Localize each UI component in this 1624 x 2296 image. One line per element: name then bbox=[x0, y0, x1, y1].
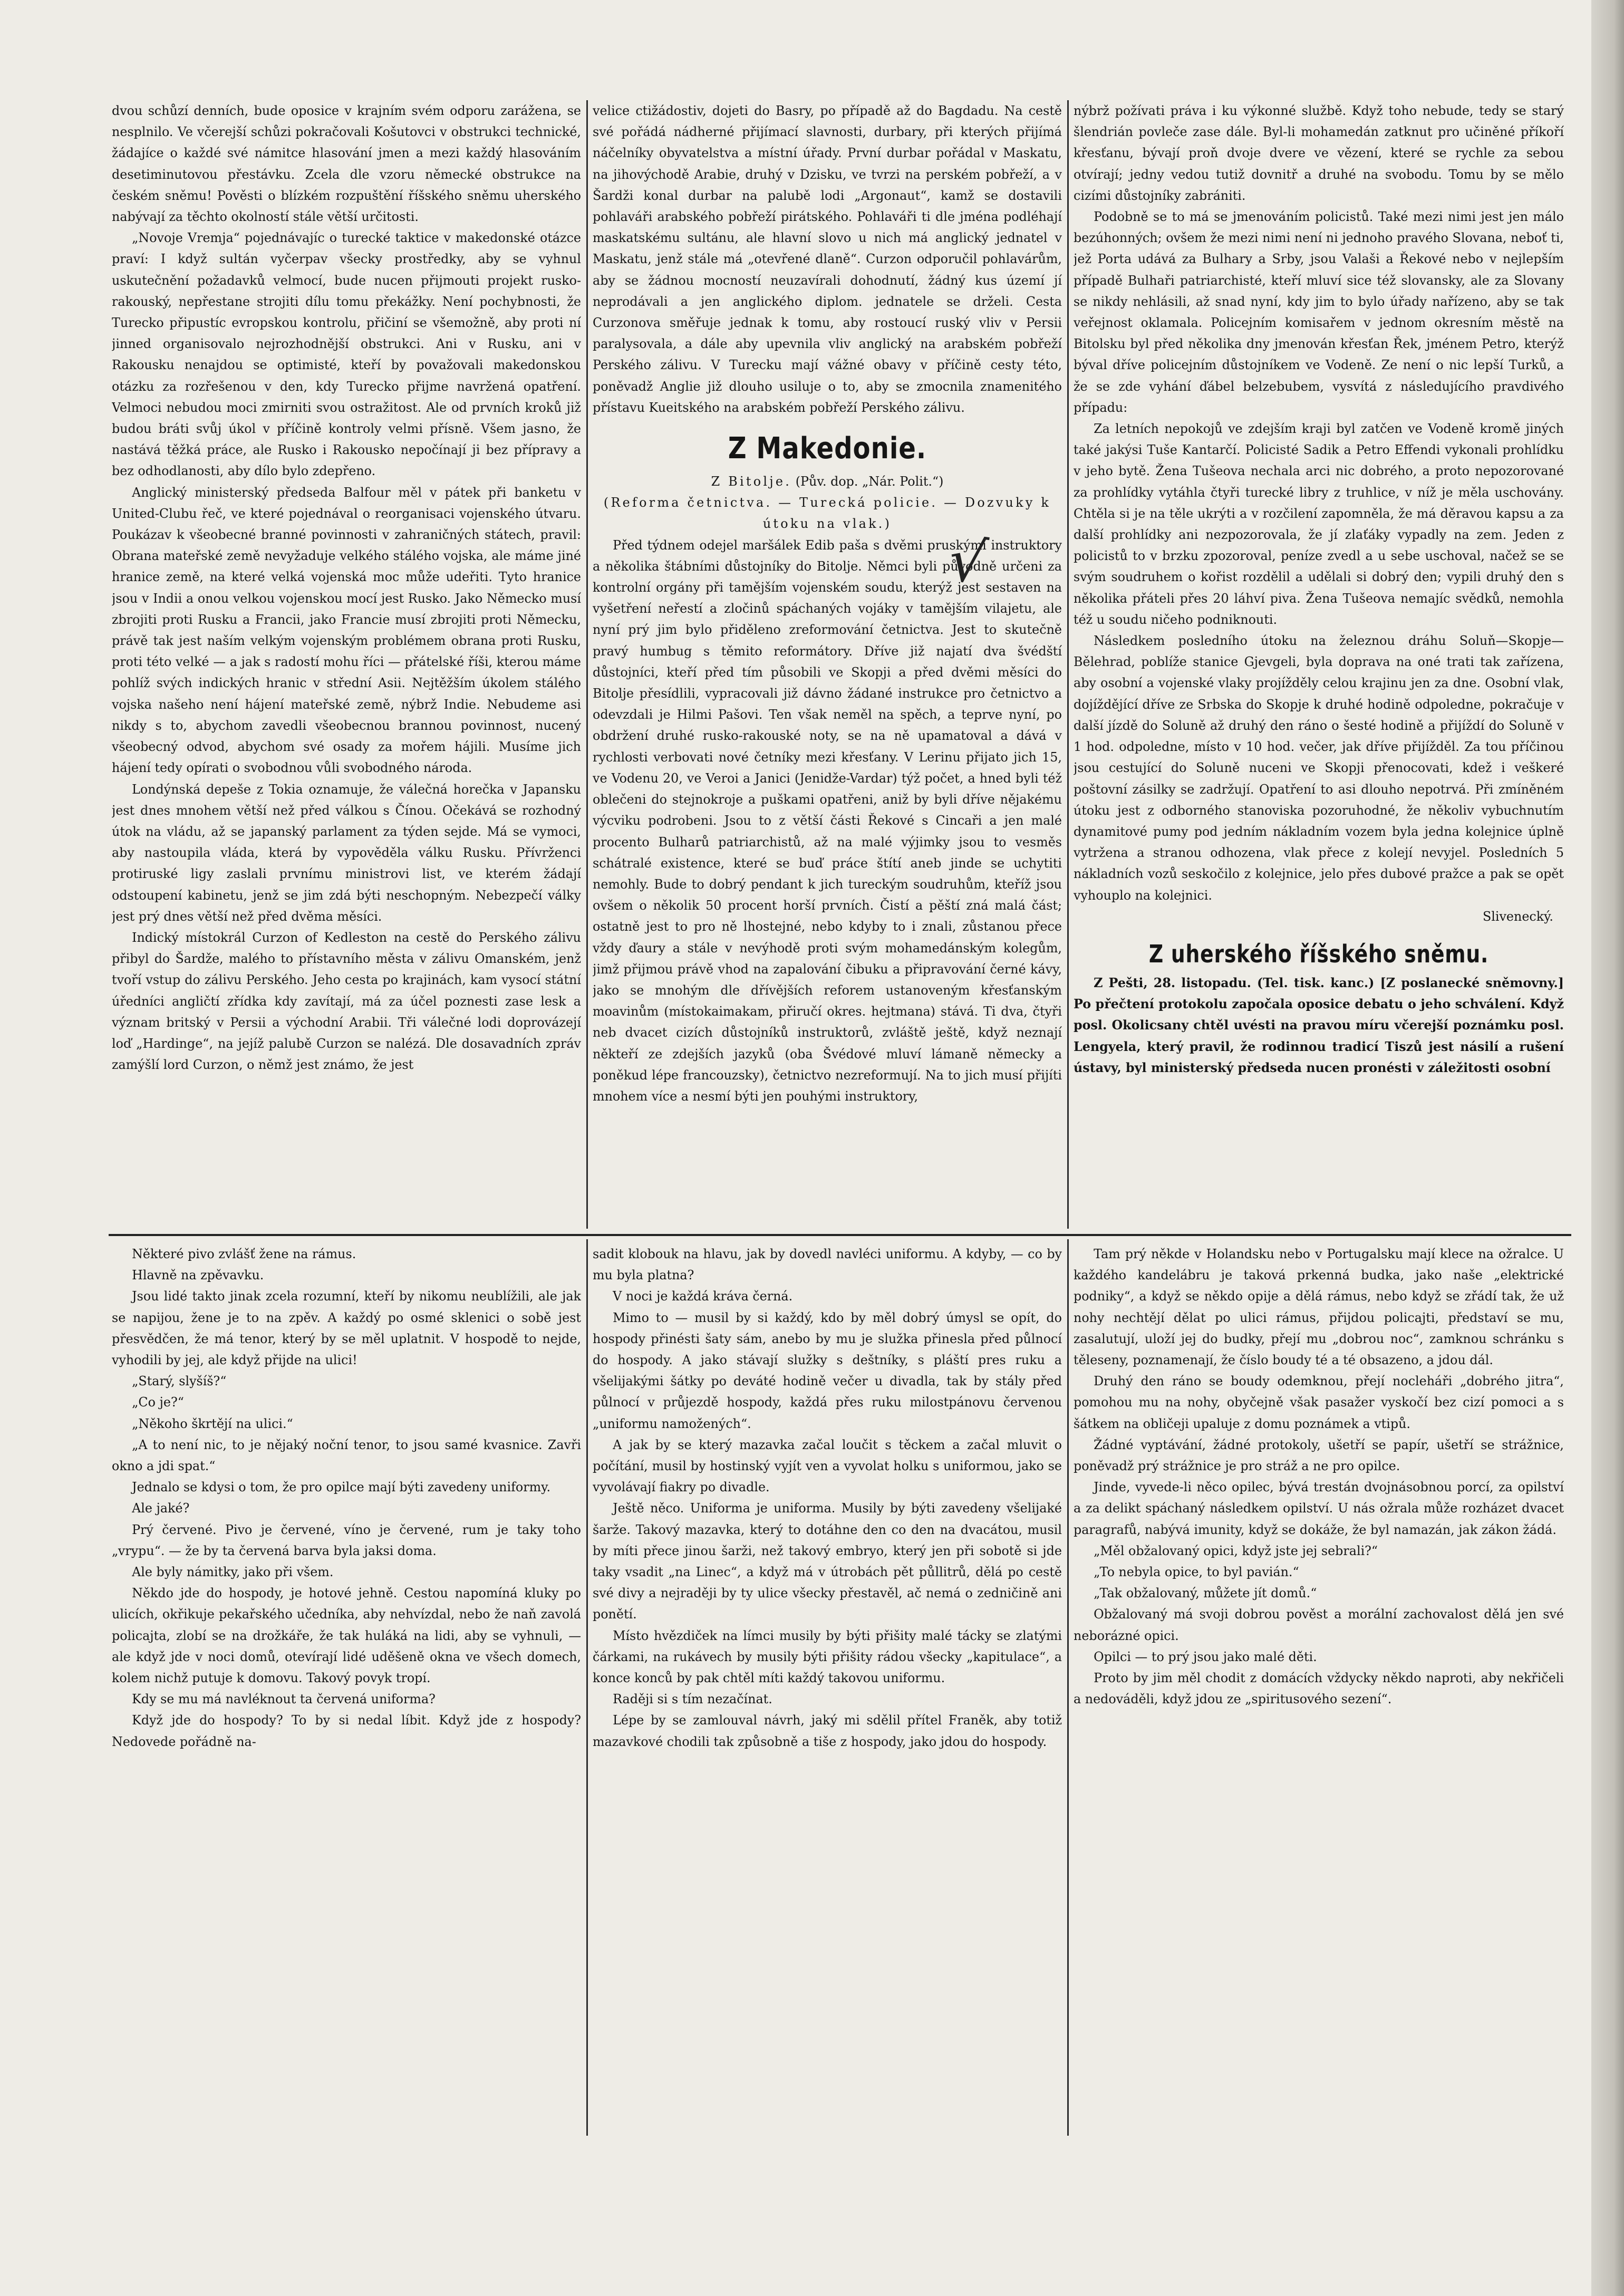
paragraph: Někdo jde do hospody, je hotové jehně. Cestou napomíná kluky po ulicích, okřikuje pekařského učedníka, aby nehvízdal, nebo že naň zavolá policajta, zlobí se na drožkáře, že tak huláká na lidi, aby se vyhnuli, — ale když jde v noci domů, otevírají lidé uděšeně okna ve všech domech, kolem nichž putuje k domovu. Takový povyk tropí. bbox=[112, 1586, 581, 1686]
paragraph: dvou schůzí denních, bude oposice v krajním svém odporu zarážena, se nesplnilo. Ve včerejší schůzi pokračovali Košutovci v obstrukci technické, žádajíce o každé své námitce hlasování jmen a mezi každý hlasováním desetiminutovou přestávku. Zcela dle vzoru německé obstrukce na českém sněmu! Pověsti o blízkém rozpuštění říšského sněmu uherského nabývají za těchto okolností stále větší určitosti. bbox=[112, 103, 581, 225]
feuilleton-column-2 bbox=[593, 1243, 1062, 2135]
paragraph: Obžalovaný má svoji dobrou pověst a morální zachovalost dělá jen své neborázné opici. bbox=[1074, 1607, 1564, 1643]
paragraph: A jak by se který mazavka začal loučit s těckem a začal mluvit o počítání, musil by hostinský vyjít ven a vyvolat holku s uniformou, jako se vyvolávají fiakry po divadle. bbox=[593, 1437, 1062, 1495]
paragraph: Druhý den ráno se boudy odemknou, přejí nocleháři „dobrého jitra“, pomohou mu na nohy, obyčejně však pasažer vyskočí bez cizí pomoci a s šátkem na obličeji upaluje z domu poznámek a vtipů. bbox=[1074, 1374, 1564, 1431]
paragraph: „Novoje Vremja“ pojednávajíc o turecké taktice v makedonské otázce praví: I když sultán vyčerpav všecky prostředky, aby se vyhnul uskutečnění požadavků velmocí, bude nucen přijmouti projekt rusko-rakouský, nepřestane strojiti dílu tomu překážky. Není pochybnosti, že Turecko připustíc evropskou kontrolu, přičiní se všemožně, aby proti ní jinned organisovalo nejrozhodnější obstrukci. Ani v Rusku, ani v Rakousku nenajdou se optimisté, kteří by považovali makedonskou otázku za rozřešenou v den, kdy Turecko přijme navržená opatření. Velmoci nebudou moci zmirniti svou ostražitost. Ale od prvních kroků již budou bráti svůj úkol v příčině kontroly velmi přísně. Všem jasno, že nastává těžká práce, ale Rusko i Rakousko nepočínají ji bez přípravy a bez odhodlanosti, aby dílo bylo zdepřeno. bbox=[112, 230, 581, 479]
paragraph: Když jde do hospody? To by si nedal líbit. Když jde z hospody? Nedovede pořádně na- bbox=[112, 1713, 581, 1749]
column-rule-2 bbox=[1067, 100, 1069, 1229]
paragraph: V noci je každá kráva černá. bbox=[613, 1289, 793, 1304]
paragraph: Jednalo se kdysi o tom, že pro opilce mají býti zavedeny uniformy. bbox=[132, 1480, 551, 1495]
paragraph: Podobně se to má se jmenováním policistů. Také mezi nimi jest jen málo bezúhonných; ovšem že mezi nimi není ni jednoho pravého Slovana, neboť ti, jež Porta udává za Bulhary a Srby, jsou Valaši a Řekové nebo v nejlepším případě Bulhaři patriarchisté, kteří mluví sice též slovansky, ale za Slovany se nikdy nehlásili, až snad nyní, kdy jim to bylo úřady nařízeno, aby se tak veřejnost oklamala. Policejním komisařem v jednom okresním městě na Bitolsku byl před několika dny jmenován křesťan Řek, jménem Petro, kterýž býval dříve policejním důstojníkem ve Vodeně. Ze není o nic lepší Turků, a že se zde vyhání ďábel belzebubem, vysvítá z následujícího pravdivého případu: bbox=[1074, 209, 1564, 415]
paragraph: „Starý, slyšíš?“ bbox=[132, 1374, 227, 1389]
column-rule-1 bbox=[586, 100, 588, 1229]
paragraph: „Měl obžalovaný opici, když jste jej sebrali?“ bbox=[1094, 1543, 1378, 1558]
paragraph-text: [Z poslanecké sněmovny.] Po přečtení protokolu započala oposice debatu o jeho schválení. Když posl. Okolicsany chtěl uvésti na pravou míru včerejší poznámku posl. Lengyela, který pravil, že rodinnou tradicí Tiszů jest násilí a rušení ústavy, byl ministerský předseda nucen pronésti v záležitosti osobní bbox=[1074, 975, 1564, 1075]
headline-makedonie: Z Makedonie. bbox=[728, 431, 927, 466]
paragraph: Opilci — to prý jsou jako malé děti. bbox=[1094, 1649, 1317, 1664]
paragraph: Za letních nepokojů ve zdejším kraji byl zatčen ve Vodeně kromě jiných také jakýsi Tuše Kantarčí. Policisté Sadik a Petro Effendi vykonali prohlídku v jeho bytě. Žena Tušeova nechala arci nic dobrého, a proto nepozorované za prohlídky vytáhla čtyři turecké libry z truhlice, v níž je měla uschovány. Chtěla si je na těle ukrýti a v rozčilení zapomněla, že má děravou kapsu a za další prohlídky ani nezpozorovala, že jí zlaťáky vypadly na zem. Jeden z policistů to v brzku zpozoroval, peníze zvedl a u sebe uschoval, načež se se svým soudruhem o kořist rozdělil a udělali si dobrý den; vypili druhý den s několika přáteli přes 20 láhví piva. Žena Tušeova nemajíc svědků, nemohla též u soudu ničeho podniknouti. bbox=[1074, 421, 1564, 627]
column-3 bbox=[1074, 100, 1564, 1229]
signature: Slivenecký. bbox=[1482, 909, 1553, 924]
column-rule-4 bbox=[1067, 1239, 1069, 2136]
column-1 bbox=[112, 100, 581, 1229]
paragraph: Jinde, vyvede-li něco opilec, bývá trestán dvojnásobnou porcí, za opilství a za delikt spáchaný následkem opilství. U nás ožrala může rozházet dvacet paragrafů, nabývá imunity, když se dokáže, že byl namazán, jak zákon žádá. bbox=[1074, 1480, 1564, 1537]
paragraph: „To nebyla opice, to byl pavián.“ bbox=[1094, 1565, 1299, 1580]
paragraph: Raději si s tím nezačínat. bbox=[613, 1692, 772, 1707]
paragraph: nýbrž požívati práva i ku výkonné službě. Když toho nebude, tedy se starý šlendrián povleče zase dále. Byl-li mohamedán zatknut pro učiněné příkoří křesťanu, bývají proň dvoje dvere ve vězení, které se rychle za sebou otvírají; jedny vedou tutiž dovnitř a druhé na svobodu. Tomu by se mělo cizími důstojníky zabrániti. bbox=[1074, 103, 1564, 203]
headline-uhersky-snem: Z uherského říšského sněmu. bbox=[1148, 939, 1489, 968]
dateline-city: Z Bitolje. bbox=[711, 474, 792, 489]
subheads: (Reforma četnictva. — Turecká policie. — Dozvuky k útoku na vlak.) bbox=[603, 495, 1051, 532]
paragraph: Ale byly námitky, jako při všem. bbox=[132, 1565, 334, 1580]
paragraph: „A to není nic, to je nějaký noční tenor, to jsou samé kvasnice. Zavři okno a jdi spat.“ bbox=[112, 1437, 581, 1474]
paragraph: Prý červené. Pivo je červené, víno je červené, rum je taky toho „vrypu“. — že by ta červená barva byla jaksi doma. bbox=[112, 1522, 581, 1558]
paragraph: Žádné vyptávání, žádné protokoly, ušetří se papír, ušetří se strážnice, poněvadž prý strážnice je pro stráž a ne pro opilce. bbox=[1074, 1437, 1564, 1474]
paragraph: sadit klobouk na hlavu, jak by dovedl navléci uniformu. A kdyby, — co by mu byla platna? bbox=[593, 1247, 1062, 1283]
page-edge bbox=[1591, 0, 1624, 2296]
paragraph: Proto by jim měl chodit z domácích vždycky někdo naproti, aby nekřičeli a nedováděli, když jdou ze „spiritusového sezení“. bbox=[1074, 1671, 1564, 1707]
paragraph: Hlavně na zpěvavku. bbox=[132, 1268, 264, 1283]
dateline: Z Pešti, 28. listopadu. (Tel. tisk. kanc.) bbox=[1094, 975, 1375, 990]
feuilleton-separator bbox=[109, 1234, 1571, 1236]
paragraph: Kdy se mu má navléknout ta červená uniforma? bbox=[132, 1692, 436, 1707]
paragraph: „Někoho škrtějí na ulici.“ bbox=[132, 1416, 293, 1431]
paragraph: Londýnská depeše z Tokia oznamuje, že válečná horečka v Japansku jest dnes mnohem větší než před válkou s Čínou. Očekává se rozhodný útok na vládu, až se japanský parlament za týden sejde. Má se vymoci, aby nastoupila vláda, která by vypověděla válku Rusku. Přívrženci protiruské ligy zaslali prvnímu ministrovi list, ve kterém žádají odstoupení kabinetu, jenž se jim zdá býti neschopným. Nebezpečí války jest prý dnes větší než před dvěma měsíci. bbox=[112, 782, 581, 924]
paragraph: Lépe by se zamlouval návrh, jaký mi sdělil přítel Franěk, aby totiž mazavkové chodili tak způsobně a tiše z hospody, jako jdou do hospody. bbox=[593, 1713, 1062, 1749]
paragraph: Jsou lidé takto jinak zcela rozumní, kteří by nikomu neublížili, ale jak se napijou, žene je to na zpěv. A každý po osmé sklenici o sobě jest přesvědčen, že má tenor, který by se měl uplatnit. V hospodě to nejde, vyhodili by jej, ale když přijde na ulici! bbox=[112, 1289, 581, 1368]
checkmark-annotation-icon: √ bbox=[944, 525, 991, 598]
paragraph: Anglický ministerský předseda Balfour měl v pátek při banketu v United-Clubu řeč, ve které pojednával o reorganisaci vojenského útvaru. Poukázav k všeobecné branné povinnosti v zahraničných státech, pravil: Obrana mateřské země nevyžaduje velkého stálého vojska, ale máme jiné hranice země, na které velká vojenská moc může udeřiti. Tyto hranice jsou v Indii a onou velkou vojenskou mocí jest Rusko. Jako Německo musí zbrojiti proti Rusku a Francii, jako Francie musí zbrojiti proti Německu, právě tak jest naším velkým vojenským problémem obrana proti Rusku, proti této velké — a jak s radostí mohu říci — přátelské říši, kterou máme pohlíž svých indických hranic v střední Asii. Nejtěžším úkolem stálého vojska našeho není hájení mateřské země, nýbrž Indie. Nebudeme asi nikdy s to, abychom zavedli všeobecnou brannou povinnost, nucený všeobecný odvod, abychom své osady za mořem hájili. Musíme jich hájení tedy opírati o svobodnou vůli svobodného národa. bbox=[112, 485, 581, 776]
paragraph: Tam prý někde v Holandsku nebo v Portugalsku mají klece na ožralce. U každého kandelábru je taková prkenná budka, jako naše „elektrické podniky“, a když se někdo opije a dělá rámus, nebo když se zřádí tak, že už nohy nechtějí dělat po ulici rámus, přijdou policajti, představí se mu, zasalutují, uloží jej do budky, přejí mu „dobrou noc“, zamknou schránku s těleseny, poznamenají, že číslo boudy té a té obsazeno, a jdou dál. bbox=[1074, 1247, 1564, 1368]
paragraph: Následkem posledního útoku na železnou dráhu Soluň—Skopje—Bělehrad, poblíže stanice Gjevgeli, byla doprava na oné trati tak zařízena, aby osobní a vojenské vlaky projížděly celou krajinu jen za dne. Osobní vlak, dojíždějící dříve ze Srbska do Skopje k druhé hodině odpoledne, pokračuje v další jízdě do Soluně až druhý den ráno o šesté hodině a přijíždí do Soluně v 1 hod. odpoledne, místo v 10 hod. večer, jak dříve přijížděl. Za tou příčinou jsou cestující do Soluně nuceni ve Skopji přenocovati, kdež i veškeré poštovní zásilky se zadržují. Opatření to asi dlouho nepotrvá. Při zmíněném útoku jest z odborného stanoviska pozoruhodné, že několiv vybuchnutím dynamitové pumy pod jedním nákladním vozem byla jedna kolejnice úplně vytržena a stranou odhozena, vlak přece z kolejí nevyjel. Posledních 5 nákladních vozů seskočilo z kolejnice, jelo přes dubové pražce a pak se opět vyhouplo na kolejnici. bbox=[1074, 633, 1564, 903]
column-2 bbox=[593, 100, 1062, 1229]
dateline bbox=[593, 471, 1062, 492]
paragraph bbox=[1074, 972, 1564, 1078]
feuilleton-column-1 bbox=[112, 1243, 581, 2135]
dateline-source: (Pův. dop. „Nár. Polit.“) bbox=[795, 474, 944, 489]
paragraph: Před týdnem odejel maršálek Edib paša s dvěmi pruskými instruktory a několika štábními důstojníky do Bitolje. Němci byli původně určeni za kontrolní orgány při tamějším vojenském soudu, kterýž jest sestaven na vyšetření neřestí a zločinů spáchaných vojáky v tamějším vilajetu, ale nyní prý jim bylo přiděleno zreformování četnictva. Jest to skutečně pravý humbug s těmito reformátory. Dříve již najatí dva švédští důstojníci, kteří před tím působili ve Skopji a před dvěmi měsíci do Bitolje přesídlili, vypracovali již dávno žádané instrukce pro četnictvo a odevzdali je Hilmi Pašovi. Ten však neměl na spěch, a teprve nyní, po obdržení druhé rusko-rakouské noty, se na ně upamatoval a dává v rychlosti verbovati nové četníky mezi křesťany. V Lerinu přijato jich 15, ve Vodenu 20, ve Veroi a Janici (Jenidže-Vardar) týž počet, a hned byli též oblečeni do stejnokroje a puškami opatřeni, aniž by byli dříve nějakému výcviku podrobeni. Jsou to z větší části Řekové s Cincaři a jen malé procento Bulharů patriarchistů, až na malé výjimky jsou to vesměs schátralé existence, které se buď práce štítí aneb jinde se uchytiti nemohly. Bude to dobrý pendant k jich tureckým soudruhům, kteříž jsou ovšem o několik 50 procent horší prvních. Čistí a pěští zná malá část; ostatně jest to pro ně lhostejné, nebo kdyby to i znali, zůstanou přece vždy ďaury a stále v nevýhodě proti svým mohamedánským kolegům, jimž přijmou právě vhod na zapalování čibuku a připravování černé kávy, jako se mnohým dle dřívějších reforem ustanoveným křesťanským moavinům (místokaimakam, přiručí okres. hejtmana) stává. Ti dva, čtyři neb dvacet cizích důstojníků instruktorů, zvláště ještě, když neznají někteří ze zdejších jazyků (oba Švédové mluví lámaně německy a poněkud lépe francouzsky), četnictvo nezreformují. Na to jich musí přijíti mnohem více a nesmí býti jen pouhými instruktory, bbox=[593, 537, 1062, 1104]
paragraph: „Co je?“ bbox=[132, 1395, 184, 1410]
paragraph: Místo hvězdiček na límci musily by býti přišity malé tácky se zlatými čárkami, na rukávech by musily býti přišity rádou všecky „kapitulace“, a konce konců by pak chtěl míti každý takovou uniformu. bbox=[593, 1628, 1062, 1686]
paragraph: velice ctižádostiv, dojeti do Basry, po případě až do Bagdadu. Na cestě své pořádá nádherné přijímací slavnosti, durbary, při kterých přijímá náčelníky obyvatelstva a místní úřady. První durbar pořádal v Maskatu, na jihovýchodě Arabie, druhý v Dzisku, ve tvrzi na perském pobřeží, a v Šardži konal durbar na palubě lodi „Argonaut“, kamž se dostavili pohlaváři arabského pobřeží pirátského. Pohlaváři ti dle jména podléhají maskatskému sultánu, ale hlavní slovo u nich má anglický jednatel v Maskatu, jenž stále má „otevřené dlaně“. Curzon odporučil pohlavárům, aby se žádnou mocností neuzavírali dohodnutí, žádný kus území jí neprodávali a jen anglického diplom. jednatele se drželi. Cesta Curzonova směřuje jednak k tomu, aby rostoucí ruský vliv v Persii paralysovala, a dále aby upevnila vliv anglický na arabském pobřeží Perského zálivu. V Turecku mají vážné obavy v příčině cesty této, poněvadž Anglie již dlouho usiluje o to, aby se zmocnila znamenitého přístavu Kueitského na arabském pobřeží Perského zálivu. bbox=[593, 103, 1062, 415]
paragraph: Mimo to — musil by si každý, kdo by měl dobrý úmysl se opít, do hospody přinésti šaty sám, anebo by mu je služka přinesla před půlnocí do hospody. A jako stávají služky s deštníky, s pláští pres ruku a všelijakými šátky po deváté hodině večer u divadla, tak by stály před půlnocí v průjezdě hospody, každá přes ruku milostpánovu červenou „uniformu namožených“. bbox=[593, 1310, 1062, 1431]
paragraph: Ještě něco. Uniforma je uniforma. Musily by býti zavedeny všelijaké šarže. Takový mazavka, který to dotáhne den co den na dvacátou, musil by míti přece jinou šarži, než takový embryo, který jen při sobotě si jde taky vsadit „na Linec“, a když má v útrobách pět půllitrů, dělá po cestě své divy a nejraději by ty ulice všecky přestavěl, ač nemá o zedničině ani ponětí. bbox=[593, 1501, 1062, 1622]
paragraph: Indický místokrál Curzon of Kedleston na cestě do Perského zálivu přibyl do Šardže, malého to přístavního města v zálivu Omanském, jenž tvoří vstup do zálivu Perského. Jeho cesta po krajinách, kam vysocí státní úředníci angličtí zřídka kdy zavítají, má za účel poznesti zase lesk a význam britský v Persii a východní Arabii. Tři válečné lodi doprovázejí loď „Hardinge“, na jejíž palubě Curzon se nalézá. Dle dosavadních zpráv zamýšlí lord Curzon, o němž jest známo, že jest bbox=[112, 930, 581, 1073]
paragraph: „Tak obžalovaný, můžete jít domů.“ bbox=[1094, 1586, 1317, 1601]
paragraph: Ale jaké? bbox=[132, 1501, 190, 1516]
paragraph: Některé pivo zvlášť žene na rámus. bbox=[132, 1247, 356, 1261]
feuilleton-column-3 bbox=[1074, 1243, 1564, 2135]
column-rule-3 bbox=[586, 1239, 588, 2136]
